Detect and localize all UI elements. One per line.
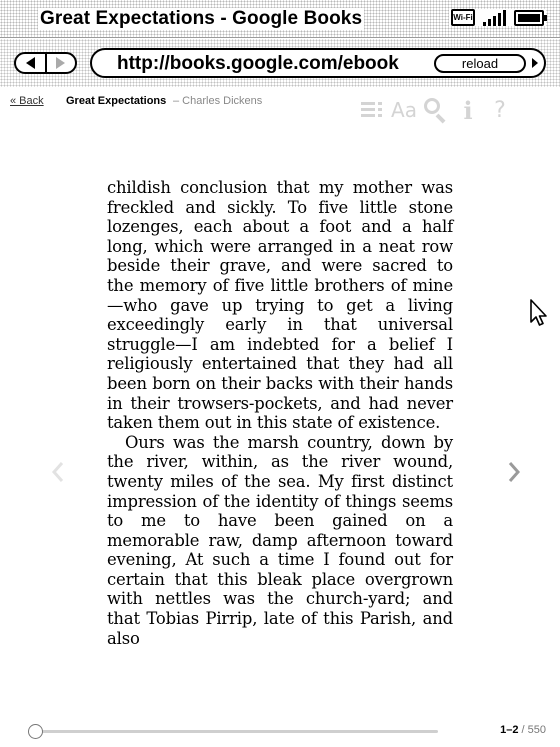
page-count bbox=[500, 724, 546, 736]
back-arrow-icon bbox=[26, 57, 35, 69]
list-icon bbox=[361, 101, 383, 119]
page-slider-thumb[interactable] bbox=[28, 724, 43, 739]
reader-toolbar bbox=[356, 96, 516, 124]
chevron-left-icon[interactable] bbox=[51, 460, 65, 484]
book-paragraph: Ours was the marsh country, down by the river, within, as the river wound, twenty miles of the sea. My first distinct impression of the identity of things seems to me to have been gained on a memorable raw, damp afternoon toward evening, At such a time I found out for certain that this bleak place overgrown with nettles was the church-yard; and that Tobias Pirrip, late of this Parish, and also bbox=[107, 432, 453, 648]
url-bar[interactable] bbox=[90, 48, 546, 78]
chevron-right-icon[interactable] bbox=[507, 460, 521, 484]
forward-button[interactable] bbox=[45, 54, 76, 72]
contents-button[interactable] bbox=[356, 96, 388, 124]
back-link[interactable]: « Back bbox=[10, 95, 44, 107]
mouse-cursor-icon bbox=[529, 298, 549, 328]
signal-icon bbox=[483, 10, 506, 26]
info-button[interactable] bbox=[452, 96, 484, 124]
help-icon: ? bbox=[494, 97, 506, 123]
info-icon: i bbox=[463, 95, 473, 125]
total-pages: / 550 bbox=[521, 724, 546, 736]
book-page bbox=[107, 178, 453, 648]
current-pages: 1–2 bbox=[500, 724, 519, 736]
history-buttons bbox=[14, 52, 77, 74]
go-arrow-icon[interactable] bbox=[532, 58, 538, 68]
book-title: Great Expectations bbox=[66, 95, 167, 107]
help-button[interactable] bbox=[484, 96, 516, 124]
book-author: – Charles Dickens bbox=[173, 95, 263, 107]
forward-arrow-icon bbox=[56, 57, 65, 69]
book-paragraph: childish conclusion that my mother was freckled and sickly. To five little stone lozenges, each about a foot and a half long, which were arranged in a neat row beside their grave, and were sacred to the memory of five little brothers of mine—who gave up trying to get a living exceedingly early in that universal struggle—I am indebted for a belief I religiously entertained that they had all been born on their backs with their hands in their trowsers-pockets, and had never taken them out in this state of existence. bbox=[107, 178, 453, 433]
battery-icon bbox=[514, 10, 544, 26]
page-slider-track[interactable] bbox=[32, 730, 438, 733]
back-button[interactable] bbox=[16, 54, 45, 72]
font-size-icon: Aa bbox=[391, 98, 417, 122]
search-icon bbox=[424, 98, 448, 122]
status-area bbox=[449, 9, 546, 26]
wifi-icon: Wi-Fi bbox=[451, 9, 475, 26]
navigation-bar bbox=[0, 39, 560, 87]
title-bar bbox=[0, 0, 560, 38]
search-button[interactable] bbox=[420, 96, 452, 124]
window-title: Great Expectations - Google Books bbox=[40, 8, 363, 29]
reload-button[interactable]: reload bbox=[434, 54, 526, 73]
url-text[interactable]: http://books.google.com/ebook bbox=[117, 53, 399, 74]
font-size-button[interactable] bbox=[388, 96, 420, 124]
